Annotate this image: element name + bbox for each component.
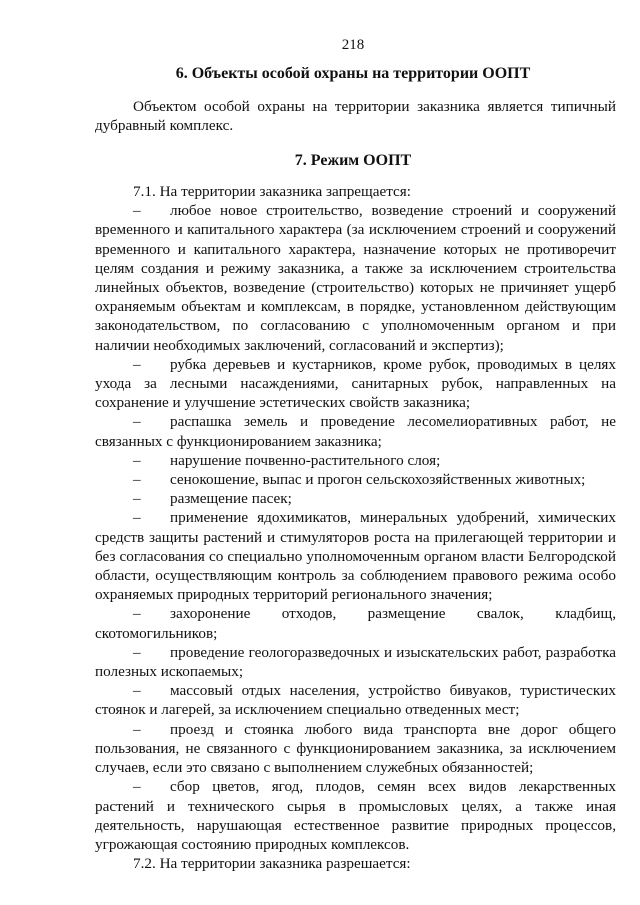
list-item	[95, 355, 616, 413]
list-item-text: применение ядохимикатов, минеральных удобрений, химических средств защиты растений и стимуляторов роста на прилегающей территории и без согласования со специально уполномоченным органом власти Белгородской области, осуществляющим контроль за соблюдением правового режима особо охраняемых природных территорий регионального значения;	[95, 509, 616, 604]
section-7-body	[95, 182, 616, 873]
dash-bullet: –	[133, 643, 141, 661]
dash-bullet: –	[133, 778, 141, 796]
list-item	[95, 777, 616, 854]
dash-bullet: –	[133, 509, 141, 527]
section-6-body	[95, 97, 616, 135]
list-item	[95, 489, 616, 508]
list-item-text: сенокошение, выпас и прогон сельскохозяйственных животных;	[170, 471, 586, 489]
dash-bullet: –	[133, 490, 141, 508]
dash-bullet: –	[133, 605, 141, 623]
list-item	[95, 604, 616, 642]
list-item-text: размещение пасек;	[170, 490, 292, 508]
list-item	[95, 201, 616, 355]
list-item	[95, 470, 616, 489]
dash-bullet: –	[133, 720, 141, 738]
list-item-text: проведение геологоразведочных и изыскательских работ, разработка полезных ископаемых;	[95, 643, 616, 681]
list-item-text: любое новое строительство, возведение строений и сооружений временного и капитального характера (за исключением строений и сооружений временного и капитального характера, назначение которых не противоречит целям создания и режиму заказника, а также за исключением строительства линейных объектов, возведение (строительство) которых не причиняет ущерб охраняемым объектам и комплексам, в порядке, установленном действующим законодательством, по согласованию с уполномоченным органом и при наличии необходимых заключений, согласований и экспертиз);	[95, 202, 616, 354]
list-item-text: рубка деревьев и кустарников, кроме рубок, проводимых в целях ухода за лесными насаждениями, санитарных рубок, направленных на сохранение и улучшение эстетических свойств заказника;	[95, 355, 616, 412]
list-item	[95, 451, 616, 470]
dash-bullet: –	[133, 413, 141, 431]
list-item-text: распашка земель и проведение лесомелиоративных работ, не связанных с функционированием заказника;	[95, 413, 616, 450]
list-item-text: захоронение отходов, размещение свалок, кладбищ, скотомогильников;	[95, 605, 616, 642]
dash-bullet: –	[133, 202, 141, 220]
dash-bullet: –	[133, 682, 141, 700]
dash-bullet: –	[133, 355, 141, 373]
list-item	[95, 643, 616, 681]
list-item-text: проезд и стоянка любого вида транспорта вне дорог общего пользования, не связанного с функционированием заказника, за исключением случаев, если это связано с выполнением служебных обязанностей;	[95, 720, 616, 777]
list-item	[95, 720, 616, 778]
list-item-text: нарушение почвенно-растительного слоя;	[170, 451, 441, 469]
clause-7-2: 7.2. На территории заказника разрешается:	[133, 855, 411, 873]
list-item	[95, 508, 616, 604]
dash-bullet: –	[133, 471, 141, 489]
list-item	[95, 412, 616, 450]
list-item-text: сбор цветов, ягод, плодов, семян всех видов лекарственных растений и технического сырья в промысловых целях, а также иная деятельность, нарушающая естественное развитие природных процессов, угрожающая состоянию природных комплексов.	[95, 778, 616, 853]
section-7-heading: 7. Режим ООПТ	[294, 152, 412, 169]
prohibited-list	[95, 201, 616, 854]
page-number: 218	[341, 37, 365, 53]
clause-7-1: 7.1. На территории заказника запрещается:	[133, 183, 411, 200]
section-6-heading: 6. Объекты особой охраны на территории ООПТ	[175, 65, 531, 82]
list-item	[95, 681, 616, 719]
dash-bullet: –	[133, 451, 141, 469]
list-item-text: массовый отдых населения, устройство бивуаков, туристических стоянок и лагерей, за исключением специально отведенных мест;	[95, 682, 616, 719]
section-6-paragraph: Объектом особой охраны на территории заказника является типичный дубравный комплекс.	[95, 98, 616, 135]
